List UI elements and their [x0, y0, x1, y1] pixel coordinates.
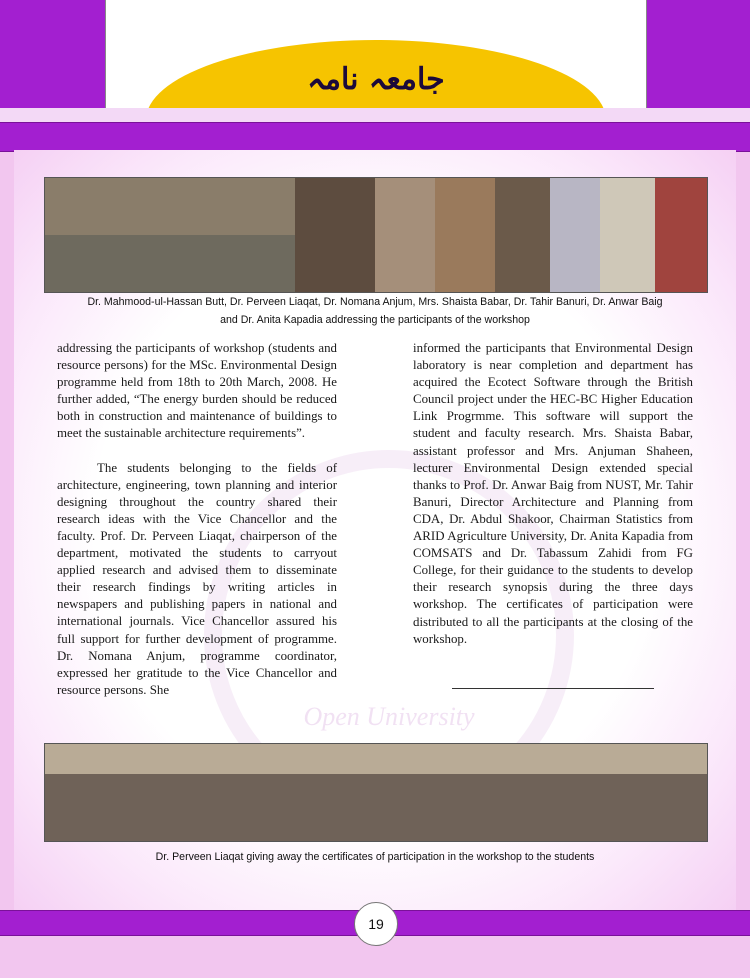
top-photo-caption-line2: and Dr. Anita Kapadia addressing the participants of the workshop: [220, 314, 530, 326]
bottom-photo: [44, 743, 708, 842]
bottom-photo-caption: Dr. Perveen Liaqat giving away the certificates of participation in the workshop to the students: [155, 851, 595, 863]
photo-panel: [550, 178, 600, 292]
masthead-title: جامعہ نامہ: [307, 62, 445, 97]
top-photo-collage: [44, 177, 708, 293]
page-number: 19: [354, 902, 398, 946]
masthead-panel: [105, 0, 647, 108]
photo-panel: [375, 178, 435, 292]
header-purple-band: [0, 122, 750, 152]
article-paragraph: The students belonging to the fields of architecture, engineering, town planning and interior designing throughout the country shared their research ideas with the Vice Chancellor and the faculty. Prof. Dr. Perveen Liaqat, chairperson of the department, motivated the students to carryout applied research and advised them to disseminate their research findings by writing articles in newspapers and publishing papers in national and international journals. Vice Chancellor assured his full support for further development of programme. Dr. Nomana Anjum, programme coordinator, expressed her gratitude to the Vice Chancellor and resource persons. She: [57, 460, 337, 697]
article-end-rule: [452, 688, 654, 689]
photo-panel: [45, 774, 707, 841]
photo-panel: [45, 744, 707, 774]
article-right-column: [413, 340, 693, 648]
header-left-block: [0, 0, 105, 110]
photo-panel: [45, 235, 295, 292]
top-photo-caption-line1: Dr. Mahmood-ul-Hassan Butt, Dr. Perveen Liaqat, Dr. Nomana Anjum, Mrs. Shaista Babar, Dr. Tahir Banuri, Dr. Anwar Baig: [87, 296, 663, 308]
header-light-band: [0, 108, 750, 122]
header-right-block: [645, 0, 750, 110]
article-paragraph: informed the participants that Environmental Design laboratory is near completion and department has acquired the Ecotect Software through the British Council project under the HEC-BC Higher Education Link Progrmme. This software will support the student and faculty research. Mrs. Shaista Babar, assistant professor and Mrs. Anjuman Shaheen, lecturer Environmental Design extended special thanks to Prof. Dr. Anwar Baig from NUST, Mr. Tahir Banuri, Director Architecture and Planning from CDA, Dr. Abdul Shakoor, Chairman Statistics from ARID Agriculture University, Dr. Anita Kapadia from COMSATS and Dr. Tabassum Zahidi from FG College, for their guidance to the students to develop their research synopsis during the three days workshop. The certificates of participation were distributed to all the participants at the closing of the workshop.: [413, 341, 693, 646]
photo-panel: [45, 178, 295, 235]
watermark-text: Open University: [303, 702, 475, 731]
article-paragraph: addressing the participants of workshop (students and resource persons) for the MSc. Environmental Design programme held from 18th to 20th March, 2008. He further added, “The energy burden should be reduced both in construction and maintenance of buildings to meet the sustainable architecture requirements”.: [57, 341, 337, 441]
article-left-column: [57, 340, 337, 699]
photo-panel: [655, 178, 707, 292]
photo-panel: [435, 178, 495, 292]
photo-panel: [295, 178, 375, 292]
photo-panel: [495, 178, 550, 292]
photo-panel: [600, 178, 655, 292]
